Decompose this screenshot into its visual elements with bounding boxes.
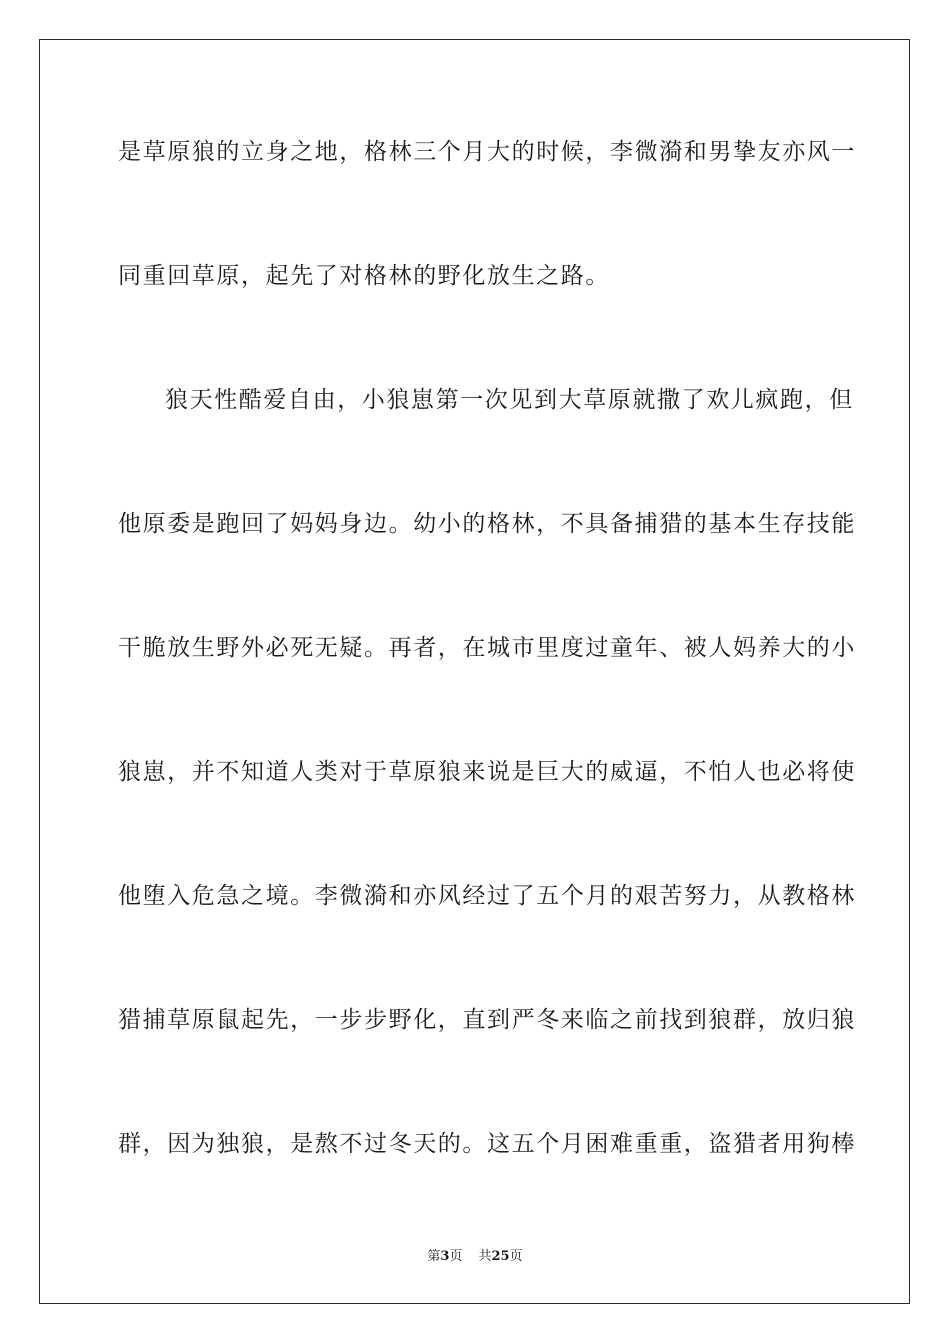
total-prefix: 共 [478,1249,492,1264]
body-text-line-8: 猎捕草原鼠起先，一步步野化，直到严冬来临之前找到狼群，放归狼 [118,1007,856,1033]
total-pages: 25 [491,1249,510,1264]
body-text-line-3: 狼天性酷爱自由，小狼崽第一次见到大草原就撒了欢儿疯跑，但 [165,387,854,413]
body-text-line-7: 他堕入危急之境。李微漪和亦风经过了五个月的艰苦努力，从教格林 [118,883,856,909]
page-footer [0,1248,950,1266]
body-text-line-2: 同重回草原，起先了对格林的野化放生之路。 [118,263,610,289]
body-text-line-6: 狼崽，并不知道人类对于草原狼来说是巨大的威逼，不怕人也必将使 [118,759,856,785]
page-border [39,39,910,1304]
body-text-line-1: 是草原狼的立身之地，格林三个月大的时候，李微漪和男挚友亦风一 [118,139,856,165]
page-number: 3 [440,1249,450,1264]
body-text-line-4: 他原委是跑回了妈妈身边。幼小的格林，不具备捕猎的基本生存技能 [118,511,856,537]
body-text-line-9: 群，因为独狼，是熬不过冬天的。这五个月困难重重，盗猎者用狗棒 [118,1131,856,1157]
page-prefix: 第 [427,1249,441,1264]
total-suffix: 页 [509,1249,523,1264]
page-suffix: 页 [449,1249,463,1264]
body-text-line-5: 干脆放生野外必死无疑。再者，在城市里度过童年、被人妈养大的小 [118,635,856,661]
